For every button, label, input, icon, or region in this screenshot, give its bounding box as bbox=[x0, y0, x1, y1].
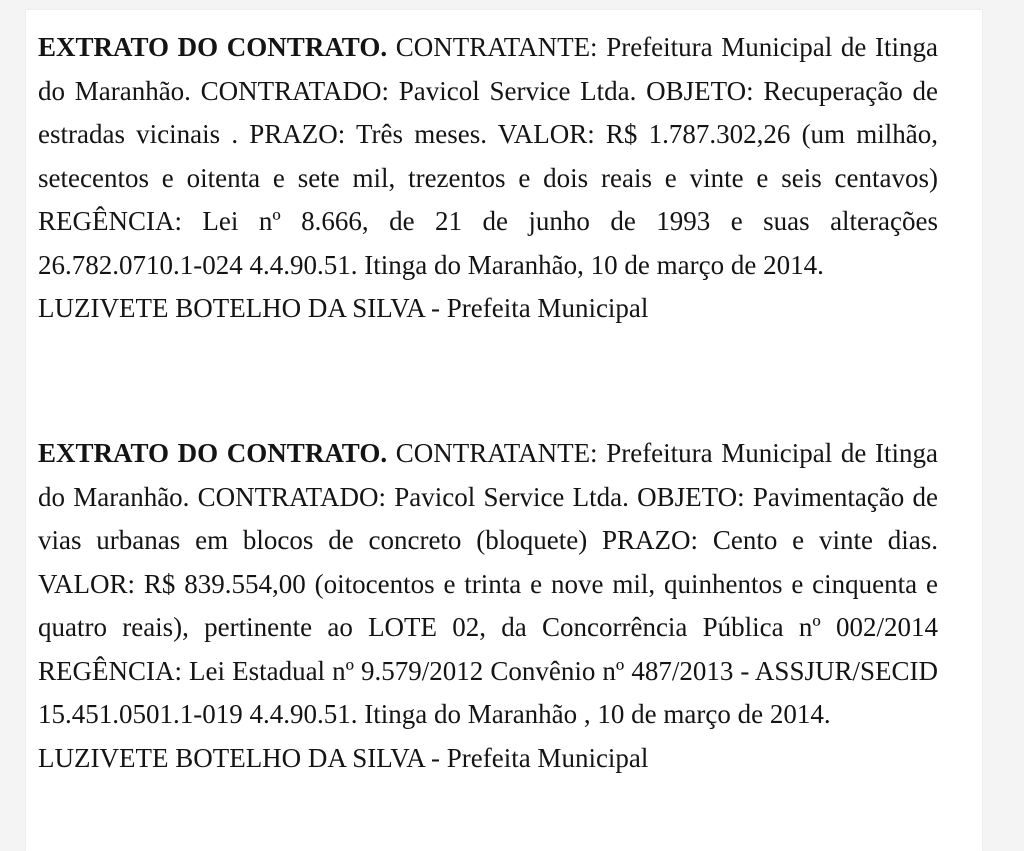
extract-1-body: CONTRATANTE: Prefeitura Municipal de Itinga do Maranhão. CONTRATADO: Pavicol Service Ltda. OBJETO: Recuperação de estradas vicinais . PRAZO: Três meses. VALOR: R$ 1.787.302,26 (um milhão, setecentos e oitenta e sete mil, trezentos e dois reais e vinte e seis centavos) REGÊNCIA: Lei nº 8.666, de 21 de junho de 1993 e suas alterações 26.782.0710.1-024 4.4.90.51. Itinga do Maranhão, 10 de março de 2014. bbox=[38, 32, 939, 280]
extract-1-signature: LUZIVETE BOTELHO DA SILVA - Prefeita Municipal bbox=[38, 293, 649, 323]
contract-extract-2 bbox=[38, 432, 938, 780]
extract-2-signature: LUZIVETE BOTELHO DA SILVA - Prefeita Municipal bbox=[38, 742, 649, 773]
extract-1-heading: EXTRATO DO CONTRATO. bbox=[38, 32, 388, 62]
document-page bbox=[26, 10, 982, 851]
extract-2-body: CONTRATANTE: Prefeitura Municipal de Itinga do Maranhão. CONTRATADO: Pavicol Service Ltda. OBJETO: Pavimentação de vias urbanas em blocos de concreto (bloquete) PRAZO: Cento e vinte dias. VALOR: R$ 839.554,00 (oitocentos e trinta e nove mil, quinhentos e cinquenta e quatro reais), pertinente ao LOTE 02, da Concorrência Pública nº 002/2014 REGÊNCIA: Lei Estadual nº 9.579/2012 Convênio nº 487/2013 - ASSJUR/SECID 15.451.0501.1-019 4.4.90.51. Itinga do Maranhão , 10 de março de 2014. bbox=[38, 438, 939, 729]
extract-2-heading: EXTRATO DO CONTRATO. bbox=[38, 438, 388, 468]
contract-extract-1 bbox=[38, 26, 938, 331]
